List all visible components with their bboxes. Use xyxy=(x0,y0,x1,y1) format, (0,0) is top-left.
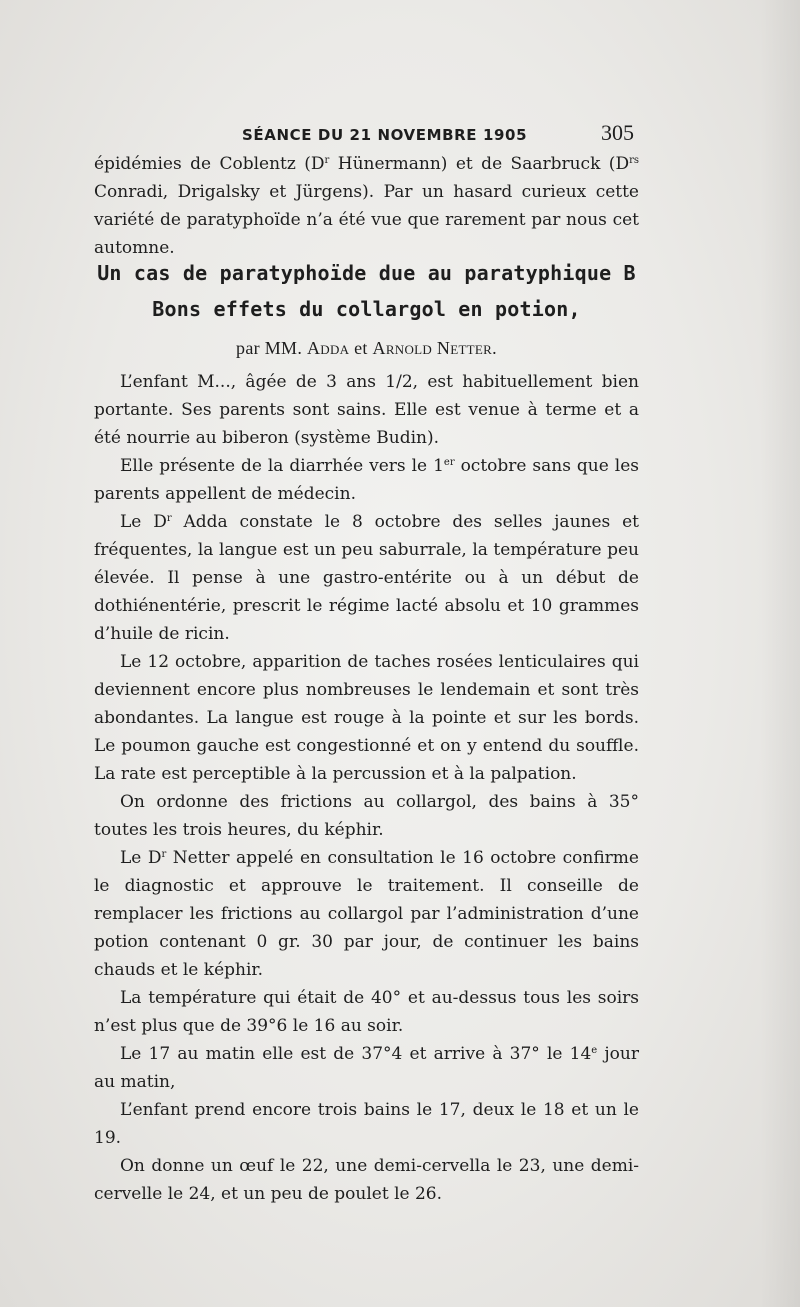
running-title: SÉANCE DU 21 NOVEMBRE 1905 xyxy=(242,126,528,144)
paragraph-8-superscript: e xyxy=(591,1045,598,1056)
authors-end: . xyxy=(492,338,497,358)
article-title-line-2: Bons effets du collargol en potion, xyxy=(152,297,581,321)
paragraph-8 xyxy=(94,1040,639,1096)
page-edge-shadow xyxy=(760,0,800,1307)
paragraph-8-text-a: Le 17 au matin elle est de 37°4 et arrive à 37° le 14 xyxy=(120,1044,592,1064)
opening-text-2: Hünermann) et de Saarbruck (D xyxy=(329,154,630,174)
paragraph-8-text-b: jour au matin, xyxy=(94,1044,639,1092)
paragraph-6-text-a: Le D xyxy=(120,848,162,868)
paragraph-4: Le 12 octobre, apparition de taches rosées lenticulaires qui deviennent encore plus nombreuses le lendemain et sont très abondantes. La langue est rouge à la pointe et sur les bords. Le poumon gauche est congestionné et on y entend du souffle. La rate est perceptible à la percussion et à la palpation. xyxy=(94,652,639,784)
paragraph-6-superscript: r xyxy=(161,849,167,860)
authors-prefix: par MM. xyxy=(236,338,307,358)
opening-text-1: épidémies de Coblentz (D xyxy=(94,154,325,174)
paragraph-2 xyxy=(94,452,639,508)
paragraph-2-superscript: er xyxy=(443,457,455,468)
running-head xyxy=(94,120,634,150)
opening-superscript-1: r xyxy=(324,155,330,166)
opening-paragraph xyxy=(94,150,639,262)
opening-text-3: Conradi, Drigalsky et Jürgens). Par un hasard curieux cette variété de paratyphoïde n’a été vue que rarement par nous cet automne. xyxy=(94,182,639,258)
paragraph-7: La température qui était de 40° et au-dessus tous les soirs n’est plus que de 39°6 le 16 au soir. xyxy=(94,988,639,1036)
paragraph-6-text-b: Netter appelé en consultation le 16 octobre confirme le diagnostic et approuve le traitement. Il conseille de remplacer les frictions au collargol par l’administration d’une potion contenant 0 gr. 30 par jour, de continuer les bains chauds et le képhir. xyxy=(94,848,639,980)
paragraph-1: L’enfant M..., âgée de 3 ans 1/2, est habituellement bien portante. Ses parents sont sains. Elle est venue à terme et a été nourrie au biberon (système Budin). xyxy=(94,372,639,448)
paragraph-2-text-b: octobre sans que les parents appellent de médecin. xyxy=(94,456,639,504)
paragraph-3-text-a: Le D xyxy=(120,512,167,532)
paragraph-9: L’enfant prend encore trois bains le 17, deux le 18 et un le 19. xyxy=(94,1100,639,1148)
article-authors xyxy=(94,327,639,369)
authors-join: et xyxy=(349,338,373,358)
opening-superscript-2: rs xyxy=(629,155,639,166)
article-body xyxy=(94,368,639,1208)
paragraph-3-text-b: Adda constate le 8 octobre des selles jaunes et fréquentes, la langue est un peu saburrale, la température peu élevée. Il pense à une gastro-entérite ou à un début de dothiénentérie, prescrit le régime lacté absolu et 10 grammes d’huile de ricin. xyxy=(94,512,639,644)
paragraph-10: On donne un œuf le 22, une demi-cervella le 23, une demi-cervelle le 24, et un peu de poulet le 26. xyxy=(94,1156,639,1204)
page-number: 305 xyxy=(601,120,634,145)
paragraph-2-text-a: Elle présente de la diarrhée vers le 1 xyxy=(120,456,444,476)
opening-paragraph-block xyxy=(94,150,639,262)
paragraph-6 xyxy=(94,844,639,984)
paragraph-3-superscript: r xyxy=(166,513,172,524)
paragraph-3 xyxy=(94,508,639,648)
author-adda: Adda xyxy=(306,338,350,358)
author-arnold-netter: Arnold Netter xyxy=(372,338,493,358)
article-title-line-1: Un cas de paratyphoïde due au paratyphique B xyxy=(97,261,636,285)
article-heading xyxy=(94,255,639,369)
paragraph-5: On ordonne des frictions au collargol, des bains à 35° toutes les trois heures, du képhir. xyxy=(94,792,639,840)
